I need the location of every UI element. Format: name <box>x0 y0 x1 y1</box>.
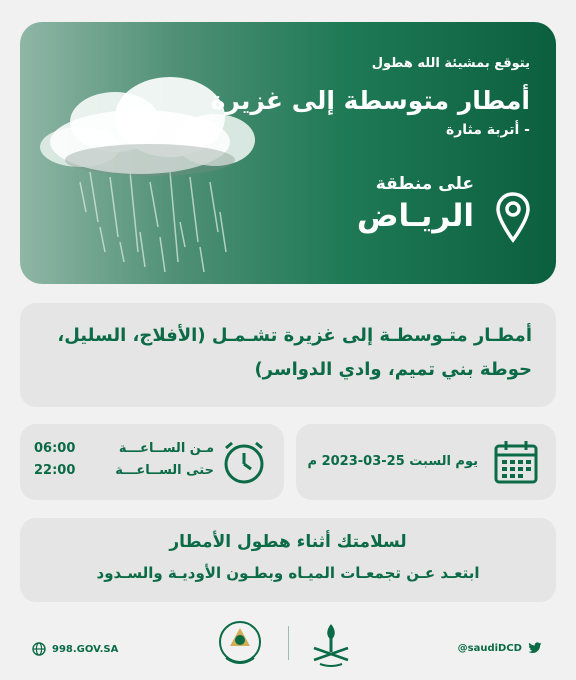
twitter-link[interactable] <box>458 642 542 654</box>
hero-banner <box>20 22 556 284</box>
website-text: 998.GOV.SA <box>52 643 119 655</box>
website-link[interactable] <box>32 642 118 656</box>
rain-cloud-image <box>20 22 270 284</box>
end-time-row <box>34 463 214 478</box>
forecast-date: يوم السبت 25-03-2023 م <box>307 454 478 469</box>
location-pin-icon <box>496 192 530 244</box>
end-time-value: 22:00 <box>34 463 76 478</box>
forecast-headline: أمطار متوسطة إلى غزيرة <box>210 86 530 115</box>
affected-areas-card <box>20 303 556 407</box>
start-time-label: مـن الســاعـــة <box>118 441 214 456</box>
region-label: على منطقة <box>375 174 474 194</box>
region-name: الريـاض <box>356 198 474 234</box>
affected-areas-line-1: أمطـار متـوسطـة إلى غزيرة تشـمـل (الأفلاج، السليل، <box>57 325 532 346</box>
end-time-label: حتى الســاعـــة <box>115 463 214 478</box>
affected-areas-line-2: حوطة بني تميم، وادي الدواسر) <box>254 359 532 380</box>
twitter-icon <box>528 642 542 654</box>
footer <box>0 612 576 680</box>
civil-defense-emblem <box>216 618 264 670</box>
time-card <box>20 424 284 500</box>
saudi-emblem <box>306 618 356 670</box>
start-time-value: 06:00 <box>34 441 76 456</box>
forecast-intro: يتوقع بمشيئة الله هطول <box>371 56 530 71</box>
twitter-handle: @saudiDCD <box>457 642 522 654</box>
forecast-dust-note: - أتربة مثارة <box>445 122 530 138</box>
footer-divider <box>288 626 289 660</box>
globe-icon <box>32 642 46 656</box>
date-card <box>296 424 556 500</box>
safety-title: لسلامتك أثناء هطول الأمطار <box>169 532 407 552</box>
safety-advice: ابتعـد عـن تجمعـات الميـاه وبطـون الأوديـة والسـدود <box>96 564 480 582</box>
clock-icon <box>220 438 268 486</box>
calendar-icon <box>492 438 540 486</box>
safety-card <box>20 518 556 602</box>
start-time-row <box>34 441 214 456</box>
